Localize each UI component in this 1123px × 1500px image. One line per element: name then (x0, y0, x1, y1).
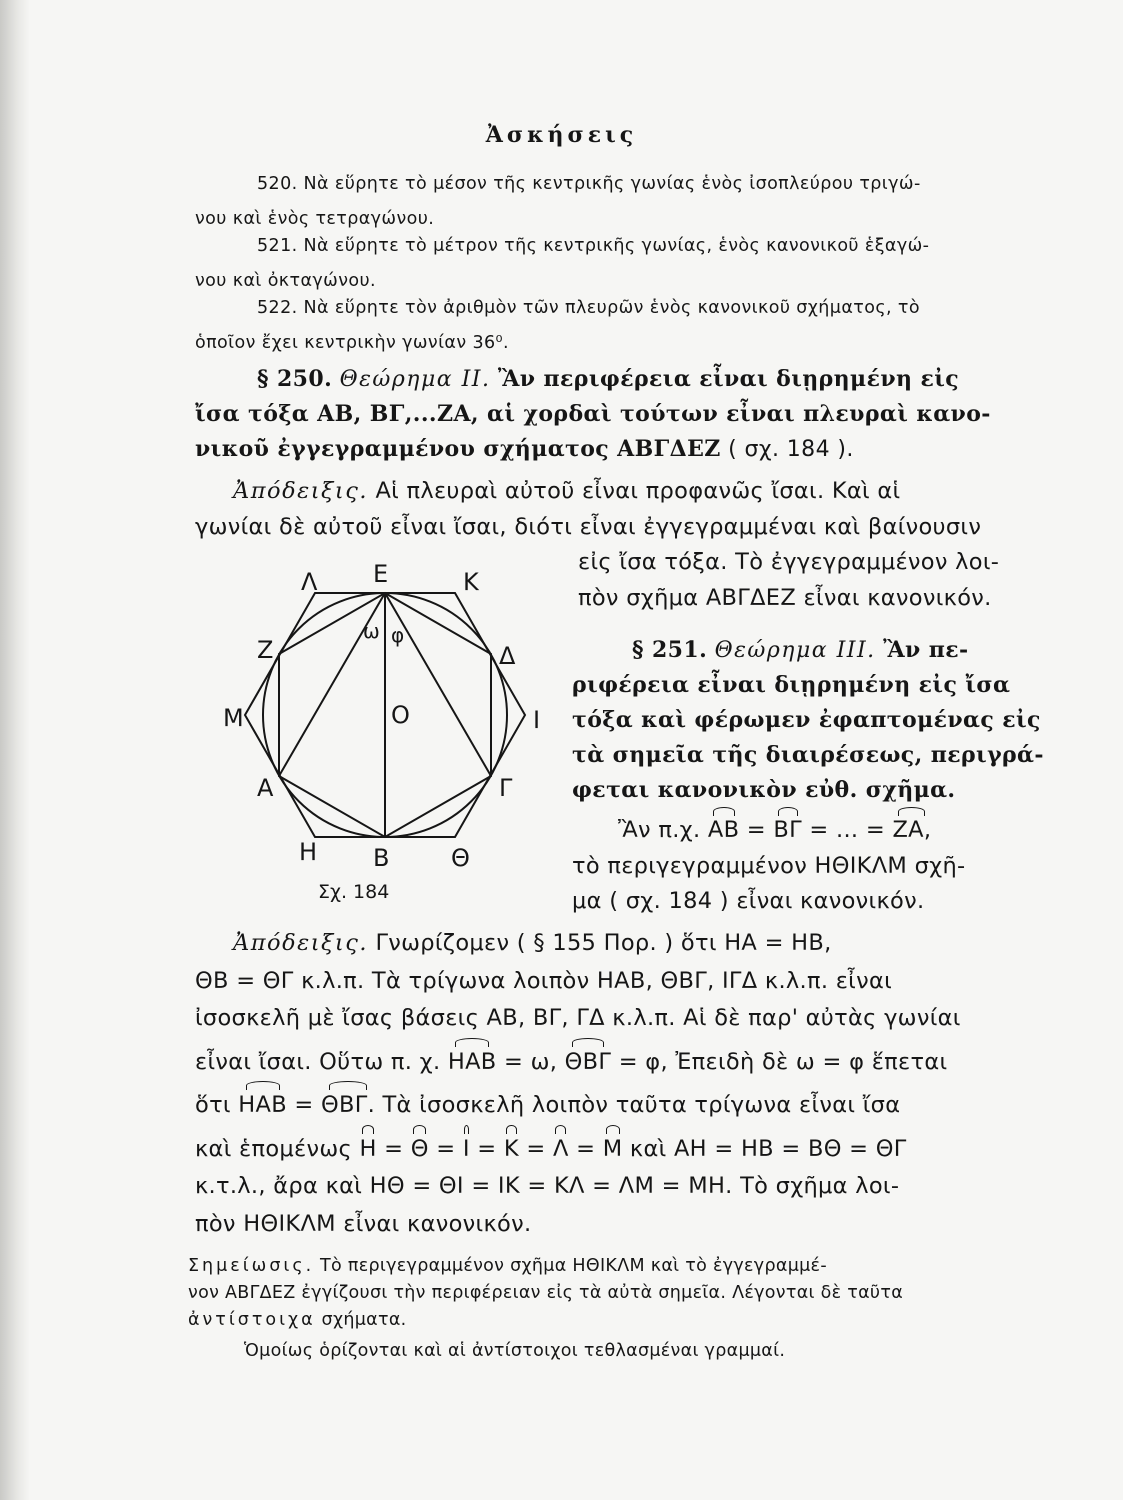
theorem-text: νικοῦ ἐγγεγραμμένου σχήματος ΑΒΓΔΕΖ (195, 436, 721, 462)
proof-250 (195, 474, 1055, 545)
label-Z: Ζ (257, 636, 274, 664)
note-text: νον ΑΒΓΔΕΖ ἐγγίζουσι τὴν περιφέρειαν εἰς τὰ αὐτὰ σημεῖα. Λέγονται δὲ ταῦτα (188, 1283, 904, 1303)
figure-caption: Σχ. 184 (318, 881, 390, 903)
theorem-250 (195, 362, 1055, 467)
proof-text: καὶ ΑΗ = ΗΒ = ΒΘ = ΘΓ (629, 1135, 907, 1162)
proof-text: ἰσοσκελῆ μὲ ἴσας βάσεις ΑΒ, ΒΓ, ΓΔ κ.λ.π. Αἱ δὲ παρ' αὐτὰς γωνίαι (195, 1005, 961, 1031)
label-M: Μ (223, 704, 244, 732)
theorem-number: § 250. (257, 366, 333, 392)
proof-text: γωνίαι δὲ αὐτοῦ εἶναι ἴσαι, διότι εἶναι ἐγγεγραμμέναι καὶ βαίνουσιν (195, 513, 982, 540)
proof-text: κ.τ.λ., ἄρα καὶ ΗΘ = ΘΙ = ΙΚ = ΚΛ = ΛΜ = ΜΗ. Τὸ σχῆμα λοι- (195, 1173, 900, 1199)
label-I: Ι (533, 706, 541, 734)
angle-h: Η (359, 1131, 376, 1169)
angle-lambda: Λ (553, 1131, 569, 1169)
proof-text: εἶναι ἴσαι. Οὕτω π. χ. (195, 1048, 441, 1075)
figure-reference: ( σχ. 184 ). (728, 437, 854, 462)
theorem-text: τὰ σημεῖα τῆς διαιρέσεως, περιγρά- (572, 742, 1044, 768)
proof-text: πὸν ΗΘΙΚΛΜ εἶναι κανονικόν. (195, 1210, 532, 1237)
proof-text: καὶ ἑπομένως (195, 1135, 353, 1162)
label-B: Β (373, 844, 390, 872)
proof-251: Ἀπόδειξις. Γνωρίζομεν ( § 155 Πορ. ) ὅτι ΗΑ = ΗΒ, ΘΒ = ΘΓ κ.λ.π. Τὰ τρίγωνα λοιπὸν ΗΑΒ, ΘΒΓ, ΙΓΔ κ.λ.π. εἶναι ἰσοσκελῆ μὲ ἴσας βάσεις ΑΒ, ΒΓ, ΓΔ κ.λ.π. Αἱ δὲ παρ' αὐτὰς γωνίαι εἶναι ἴσαι. Οὕτω π. χ. ΗΑΒ = ω, ΘΒΓ = φ, Ἐπειδὴ δὲ ω = φ ἕπεται ὅτι ΗΑΒ = ΘΒΓ. Τὰ ἰσοσκελῆ λοιπὸν ταῦτα τρίγωνα εἶναι ἴσα καὶ ἑπομένως Η = Θ = Ι = Κ = Λ = Μ καὶ ΑΗ = ΗΒ = ΒΘ = ΘΓ κ.τ.λ., ἄρα καὶ ΗΘ = ΘΙ = ΙΚ = ΚΛ = ΛΜ = ΜΗ. Τὸ σχῆμα λοι- πὸν ΗΘΙΚΛΜ εἶναι κανονικόν. (195, 925, 1055, 1243)
proof-text: Γνωρίζομεν ( § 155 Πορ. ) ὅτι ΗΑ = ΗΒ, (375, 930, 832, 956)
theorem-text: ἴσα τόξα ΑΒ, ΒΓ,...ΖΑ, αἱ χορδαὶ τούτων εἶναι πλευραὶ κανο- (195, 401, 991, 427)
arc-za: ΖΑ, (892, 813, 931, 849)
proof-text: πὸν σχῆμα ΑΒΓΔΕΖ εἶναι κανονικόν. (578, 584, 992, 611)
note (188, 1253, 1058, 1365)
theorem-label: Θεώρημα II. (339, 367, 491, 392)
exercise-522 (195, 291, 1045, 361)
angle-m: Μ (603, 1131, 623, 1169)
angle-k: Κ (504, 1131, 519, 1169)
angle-theta: Θ (411, 1131, 429, 1169)
exercise-line: 522. Νὰ εὕρητε τὸν ἀριθμὸν τῶν πλευρῶν ἑνὸς κανονικοῦ σχήματος, τὸ (257, 298, 920, 318)
theorem-text: Ἂν περιφέρεια εἶναι διῃρημένη εἰς (497, 366, 960, 392)
example-text: τὸ περιγεγραμμένον ΗΘΙΚΛΜ σχῆ- (572, 852, 966, 879)
label-Delta: Δ (499, 642, 516, 670)
exercise-line: 521. Νὰ εὕρητε τὸ μέτρον τῆς κεντρικῆς γωνίας, ἑνὸς κανονικοῦ ἑξαγώ- (257, 236, 930, 256)
page-shadow-edge (0, 0, 30, 1500)
proof-label: Ἀπόδειξις. (233, 930, 368, 956)
label-O: Ο (391, 701, 410, 729)
section-heading: Ἀσκήσεις (485, 122, 638, 148)
theorem-text: φεται κανονικὸν εὐθ. σχῆμα. (572, 777, 956, 803)
proof-text: Τὰ ἰσοσκελῆ λοιπὸν ταῦτα τρίγωνα εἶναι ἴσα (382, 1092, 901, 1118)
angle-i: Ι (463, 1131, 470, 1169)
note-label: Σημείωσις. (188, 1256, 315, 1276)
theorem-text: Ἂν πε- (883, 637, 969, 663)
proof-text: εἰς ἴσα τόξα. Τὸ ἐγγεγραμμένον λοι- (578, 549, 1000, 575)
example-251 (572, 813, 1052, 920)
exercise-line: νου καὶ ἑνὸς τετραγώνου. (195, 209, 435, 229)
note-text: Ὁμοίως ὁρίζονται καὶ αἱ ἀντίστοιχοι τεθλασμέναι γραμμαί. (244, 1341, 786, 1361)
arc-bg: ΒΓ (773, 813, 802, 849)
theorem-251 (572, 633, 1052, 808)
exercise-520 (195, 167, 1045, 237)
example-text: = ... = (809, 817, 885, 843)
theorem-number: § 251. (632, 637, 708, 663)
angle-hab: ΗΑΒ (448, 1044, 497, 1082)
arc-ab: ΑΒ (708, 813, 739, 849)
note-text: Τὸ περιγεγραμμένον σχῆμα ΗΘΙΚΛΜ καὶ τὸ ἐγγεγραμμέ- (320, 1256, 827, 1276)
label-phi: φ (391, 623, 405, 647)
chord-eg (385, 593, 491, 776)
example-text: = (746, 817, 766, 843)
proof-text: = (294, 1092, 314, 1118)
label-Theta: Θ (451, 844, 470, 872)
label-omega: ω (363, 619, 380, 643)
theorem-label: Θεώρημα III. (714, 638, 876, 663)
proof-250-continued (578, 545, 1048, 616)
exercise-521 (195, 229, 1045, 299)
label-E: Ε (373, 560, 389, 588)
note-term: ἀντίστοιχα (188, 1310, 316, 1330)
proof-text: Αἱ πλευραὶ αὐτοῦ εἶναι προφανῶς ἴσαι. Καὶ αἱ (375, 478, 901, 504)
label-A: Α (257, 774, 274, 802)
label-Lambda: Λ (301, 568, 318, 596)
angle-hab: ΗΑΒ (238, 1087, 287, 1125)
angle-tbg: ΘΒΓ. (321, 1087, 375, 1125)
label-G: Γ (499, 774, 513, 802)
proof-text: = φ, Ἐπειδὴ δὲ ω = φ ἕπεται (618, 1048, 948, 1075)
angle-tbg: ΘΒΓ (565, 1044, 612, 1082)
proof-text: ΘΒ = ΘΓ κ.λ.π. Τὰ τρίγωνα λοιπὸν ΗΑΒ, ΘΒΓ, ΙΓΔ κ.λ.π. εἶναι (195, 967, 893, 994)
label-H: Η (299, 838, 318, 866)
proof-label: Ἀπόδειξις. (233, 478, 368, 504)
example-text: μα ( σχ. 184 ) εἶναι κανονικόν. (572, 888, 925, 914)
note-text: σχήματα. (321, 1310, 407, 1330)
figure-184 (215, 560, 565, 920)
theorem-text: ριφέρεια εἶναι διῃρημένη εἰς ἴσα (572, 672, 1011, 698)
theorem-text: τόξα καὶ φέρωμεν ἐφαπτομένας εἰς (572, 707, 1041, 733)
exercise-line: νου καὶ ὀκταγώνου. (195, 271, 376, 291)
exercise-line: 520. Νὰ εὕρητε τὸ μέσον τῆς κεντρικῆς γωνίας ἑνὸς ἰσοπλεύρου τριγώ- (257, 174, 921, 194)
proof-text: = ω, (504, 1048, 558, 1075)
label-K: Κ (463, 568, 479, 596)
exercise-line: ὁποῖον ἔχει κεντρικὴν γωνίαν 36⁰. (195, 333, 509, 353)
proof-text: ὅτι (195, 1092, 231, 1118)
example-text: Ἂν π.χ. (618, 817, 701, 843)
